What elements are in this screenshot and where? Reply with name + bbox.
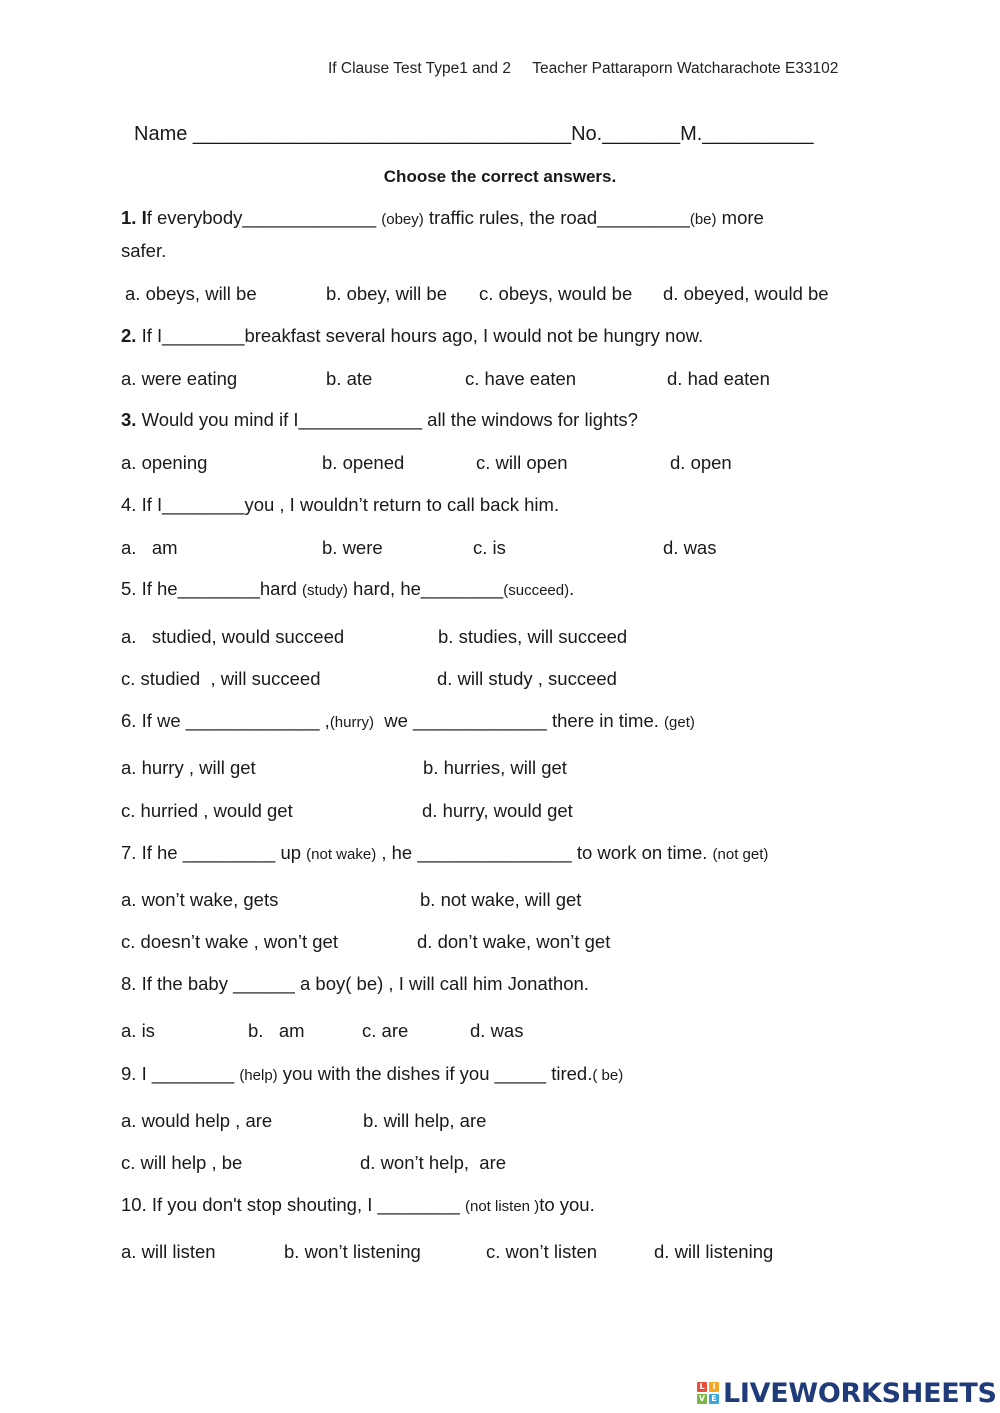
q5-option-c[interactable]: c. studied , will succeed	[121, 668, 321, 689]
q5-option-d[interactable]: d. will study , succeed	[437, 668, 617, 689]
question-5: 5. If he________hard (study) hard, he________(succeed).	[121, 578, 575, 599]
q2-option-d[interactable]: d. had eaten	[667, 368, 770, 389]
q9-option-a[interactable]: a. would help , are	[121, 1110, 273, 1131]
q10-option-d[interactable]: d. will listening	[654, 1241, 774, 1262]
q2-option-c[interactable]: c. have eaten	[465, 368, 577, 389]
liveworksheets-logo-icon	[697, 1380, 721, 1406]
instructions-heading: Choose the correct answers.	[383, 167, 617, 186]
q9-option-c[interactable]: c. will help , be	[121, 1152, 243, 1173]
q5-option-b[interactable]: b. studies, will succeed	[438, 626, 628, 647]
q3-option-a[interactable]: a. opening	[121, 452, 208, 473]
q2-option-b[interactable]: b. ate	[326, 368, 373, 389]
q7-option-c[interactable]: c. doesn’t wake , won’t get	[121, 931, 338, 952]
question-4: 4. If I________you , I wouldn’t return to call back him.	[121, 494, 560, 515]
q1-option-c[interactable]: c. obeys, would be	[479, 283, 633, 304]
q9-option-d[interactable]: d. won’t help, are	[360, 1152, 507, 1173]
name-number-class-line: Name __________________________________No._______M.__________	[134, 123, 814, 145]
q3-option-b[interactable]: b. opened	[322, 452, 405, 473]
question-6: 6. If we _____________ ,(hurry) we _____________ there in time. (get)	[121, 710, 695, 731]
question-3: 3. Would you mind if I____________ all the windows for lights?	[121, 409, 638, 430]
q4-option-c[interactable]: c. is	[473, 537, 506, 558]
liveworksheets-logo-text: LIVEWORKSHEETS	[723, 1377, 997, 1409]
q7-option-b[interactable]: b. not wake, will get	[420, 889, 582, 910]
q5-option-a[interactable]: a. studied, would succeed	[121, 626, 345, 647]
q1-option-b[interactable]: b. obey, will be	[326, 283, 447, 304]
q10-option-a[interactable]: a. will listen	[121, 1241, 216, 1262]
q10-option-c[interactable]: c. won’t listen	[486, 1241, 598, 1262]
question-10: 10. If you don't stop shouting, I ________ (not listen )to you.	[121, 1194, 595, 1215]
q9-option-b[interactable]: b. will help, are	[363, 1110, 487, 1131]
q10-option-b[interactable]: b. won’t listening	[284, 1241, 421, 1262]
q8-option-a[interactable]: a. is	[121, 1020, 155, 1041]
logo-tile-v: V	[698, 1394, 706, 1403]
q2-option-a[interactable]: a. were eating	[121, 368, 238, 389]
q4-option-d[interactable]: d. was	[663, 537, 717, 558]
logo-tile-i: I	[709, 1382, 719, 1392]
q7-option-d[interactable]: d. don’t wake, won’t get	[417, 931, 611, 952]
question-2: 2. If I________breakfast several hours ago, I would not be hungry now.	[121, 325, 704, 346]
q1-option-a[interactable]: a. obeys, will be	[125, 283, 257, 304]
worksheet-header: If Clause Test Type1 and 2 Teacher Pattaraporn Watcharachote E33102	[328, 60, 839, 77]
question-7: 7. If he _________ up (not wake) , he _______________ to work on time. (not get)	[121, 842, 769, 863]
logo-tile-l: L	[697, 1382, 707, 1392]
q6-option-b[interactable]: b. hurries, will get	[423, 757, 567, 778]
q8-option-d[interactable]: d. was	[470, 1020, 524, 1041]
q6-option-a[interactable]: a. hurry , will get	[121, 757, 256, 778]
question-1-line-2: safer.	[121, 240, 167, 261]
logo-tile-e: E	[709, 1394, 719, 1404]
q3-option-d[interactable]: d. open	[670, 452, 732, 473]
q7-option-a[interactable]: a. won’t wake, gets	[121, 889, 279, 910]
question-9: 9. I ________ (help) you with the dishes if you _____ tired.( be)	[121, 1063, 624, 1084]
q6-option-d[interactable]: d. hurry, would get	[422, 800, 573, 821]
question-8: 8. If the baby ______ a boy( be) , I will call him Jonathon.	[121, 973, 589, 994]
q4-option-a[interactable]: a. am	[121, 537, 178, 558]
q4-option-b[interactable]: b. were	[322, 537, 383, 558]
liveworksheets-logo	[697, 1378, 997, 1408]
q1-option-d[interactable]: d. obeyed, would be	[663, 283, 829, 304]
question-1-number: 1. I	[121, 207, 147, 228]
q3-option-c[interactable]: c. will open	[476, 452, 568, 473]
q8-option-c[interactable]: c. are	[362, 1020, 409, 1041]
q6-option-c[interactable]: c. hurried , would get	[121, 800, 293, 821]
q8-option-b[interactable]: b. am	[248, 1020, 305, 1041]
question-1: 1. If everybody_____________ (obey) traffic rules, the road_________(be) more	[121, 207, 764, 228]
